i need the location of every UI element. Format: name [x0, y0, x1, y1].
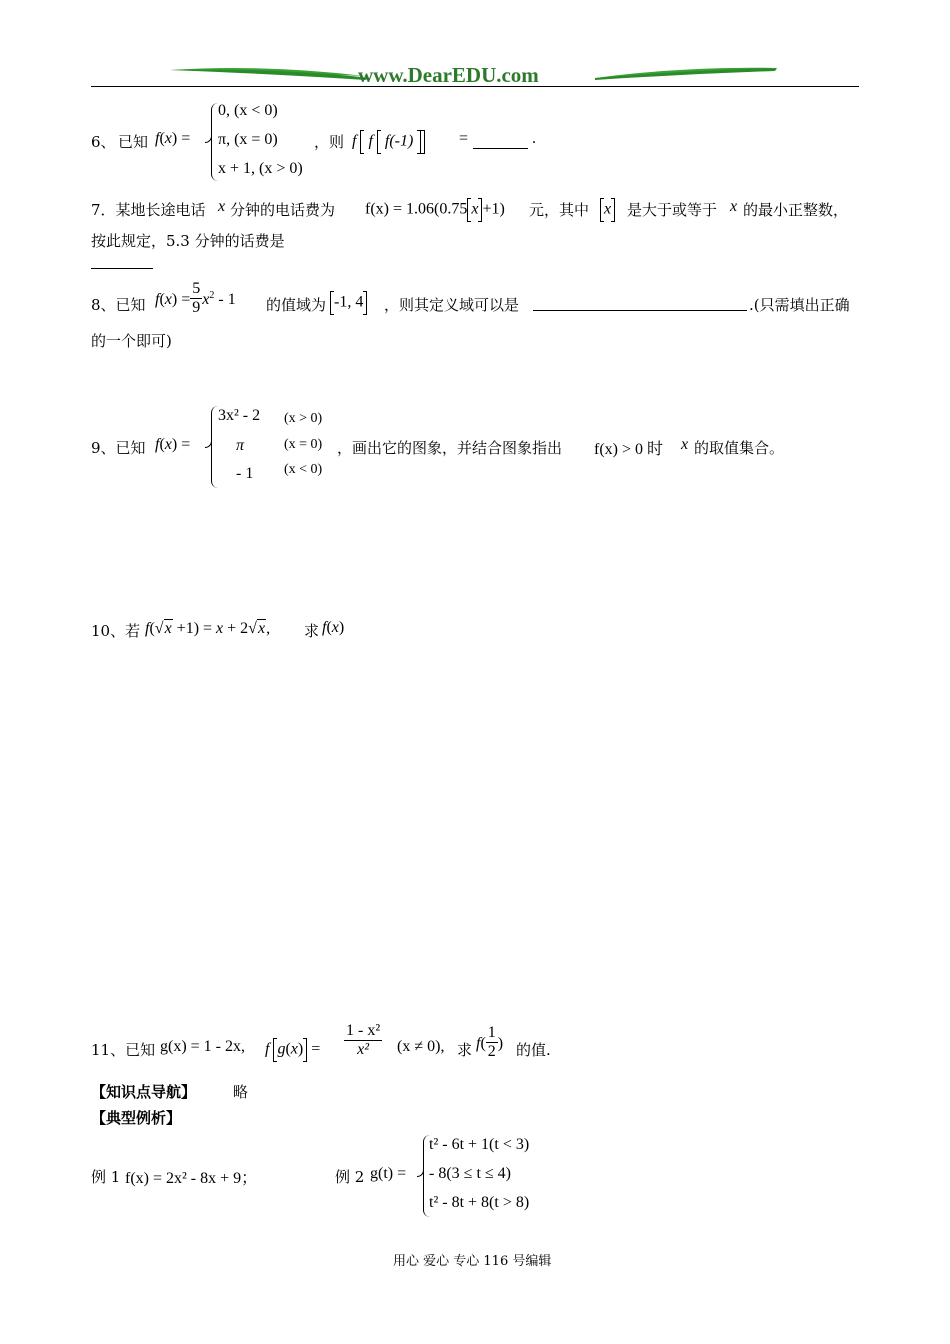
q9-case-2-cond: (x = 0) — [284, 437, 323, 452]
q11-fraction: $\frac{\text{1 - x²}}{\text{x²}}$ — [346, 1022, 381, 1058]
knowledge-nav-body: 略 — [233, 1083, 249, 1101]
q6-inner: f(-1) — [384, 132, 414, 150]
footer-text: 用心 爱心 专心 116 号编辑 — [393, 1254, 552, 1269]
q7-text-b: 分钟的电话费为 — [230, 201, 336, 219]
example-1-label: 例 1 — [91, 1168, 121, 1186]
examples-title: 【典型例析】 — [91, 1109, 182, 1127]
q7-text-d: 是大于或等于 — [627, 201, 718, 219]
q7-var-x-2: x — [730, 198, 738, 215]
q7-line-2: 按此规定，5.3 分钟的话费是 — [91, 232, 285, 250]
q8-line-2: 的一个即可) — [91, 332, 172, 350]
q6-lead: 已知 — [118, 133, 149, 151]
q10-target: f(x) — [322, 619, 345, 636]
q11-condition: (x ≠ 0), — [397, 1038, 445, 1055]
q8-function: f(x) = $\frac{5}{9}$ $x^2 - 1$ — [155, 280, 236, 316]
q11-g: g(x) = 1 - 2x, — [160, 1038, 246, 1055]
example-2-lhs: g(t) = — [370, 1165, 407, 1182]
q8-text-d: .(只需填出正确 — [749, 296, 850, 314]
q11-target: f( $\frac{1}{2}$ ) — [476, 1024, 504, 1060]
q9-case-2-expr: π — [236, 437, 245, 454]
example-2-label: 例 2 — [335, 1168, 365, 1186]
knowledge-nav-title: 【知识点导航】 — [91, 1083, 197, 1101]
q6-expression: f f f(-1) — [352, 130, 425, 154]
header-rule — [91, 86, 859, 87]
example-1-formula: f(x) = 2x² - 8x + 9； — [125, 1170, 258, 1187]
example-2-case-3: t² - 8t + 8(t > 8) — [429, 1194, 530, 1211]
q6-case-3: x + 1, (x > 0) — [218, 160, 303, 177]
q9-text-b: ，画出它的图象，并结合图象指出 — [337, 439, 563, 457]
q9-brace — [211, 406, 218, 488]
q10-text-a: 10、若 — [91, 622, 141, 640]
q8-range: -1, 4 — [330, 291, 367, 315]
q11-text-c: 的值. — [516, 1041, 551, 1059]
example-2-case-1: t² - 6t + 1(t < 3) — [429, 1136, 530, 1153]
q7-formula: f(x) = 1.06(0.75 x +1) — [365, 198, 505, 222]
q6-case-1: 0, (x < 0) — [218, 102, 278, 119]
q9-lhs: f(x) = — [155, 436, 191, 453]
q8-text-a: 8、已知 — [91, 296, 146, 314]
q9-case-3-expr: - 1 — [236, 465, 254, 482]
q10-text-b: 求 — [304, 622, 320, 640]
header-logo-text: www.DearEDU.com — [358, 63, 539, 87]
q9-case-1-expr: 3x² - 2 — [218, 407, 261, 424]
q9-text-a: 9、已知 — [91, 439, 146, 457]
q9-case-1-cond: (x > 0) — [284, 411, 323, 426]
q7-text-e: 的最小正整数， — [743, 201, 849, 219]
q11-composite: f g(x) = — [265, 1038, 320, 1062]
q9-var-x: x — [681, 436, 689, 453]
q6-period: . — [532, 130, 536, 147]
q7-ceil-x: x — [600, 198, 615, 222]
q7-text-a: 7．某地长途电话 — [91, 201, 206, 219]
q6-answer-blank[interactable] — [473, 148, 528, 149]
q8-text-b: 的值域为 — [266, 296, 327, 314]
q6-brace — [211, 103, 218, 181]
q11-text-b: 求 — [457, 1041, 473, 1059]
q6-number: 6、 — [91, 133, 116, 151]
q7-answer-blank[interactable] — [91, 268, 153, 269]
q8-answer-blank[interactable] — [533, 310, 747, 311]
q6-then: ，则 — [314, 133, 345, 151]
q6-lhs: f(x) = — [155, 130, 191, 147]
example-2-case-2: - 8(3 ≤ t ≤ 4) — [429, 1165, 511, 1182]
q9-text-c: f(x) > 0 时 — [594, 441, 664, 458]
q10-equation: f(√x +1) = x + 2√x, — [145, 620, 271, 637]
q11-text-a: 11、已知 — [91, 1041, 156, 1059]
q7-text-c: 元，其中 — [529, 201, 590, 219]
q8-text-c: ，则其定义域可以是 — [384, 296, 520, 314]
q9-text-d: 的取值集合。 — [694, 439, 785, 457]
q6-case-2: π, (x = 0) — [218, 131, 278, 148]
q6-equals: = — [459, 130, 469, 147]
q9-case-3-cond: (x < 0) — [284, 462, 323, 477]
q7-var-x: x — [218, 198, 226, 215]
